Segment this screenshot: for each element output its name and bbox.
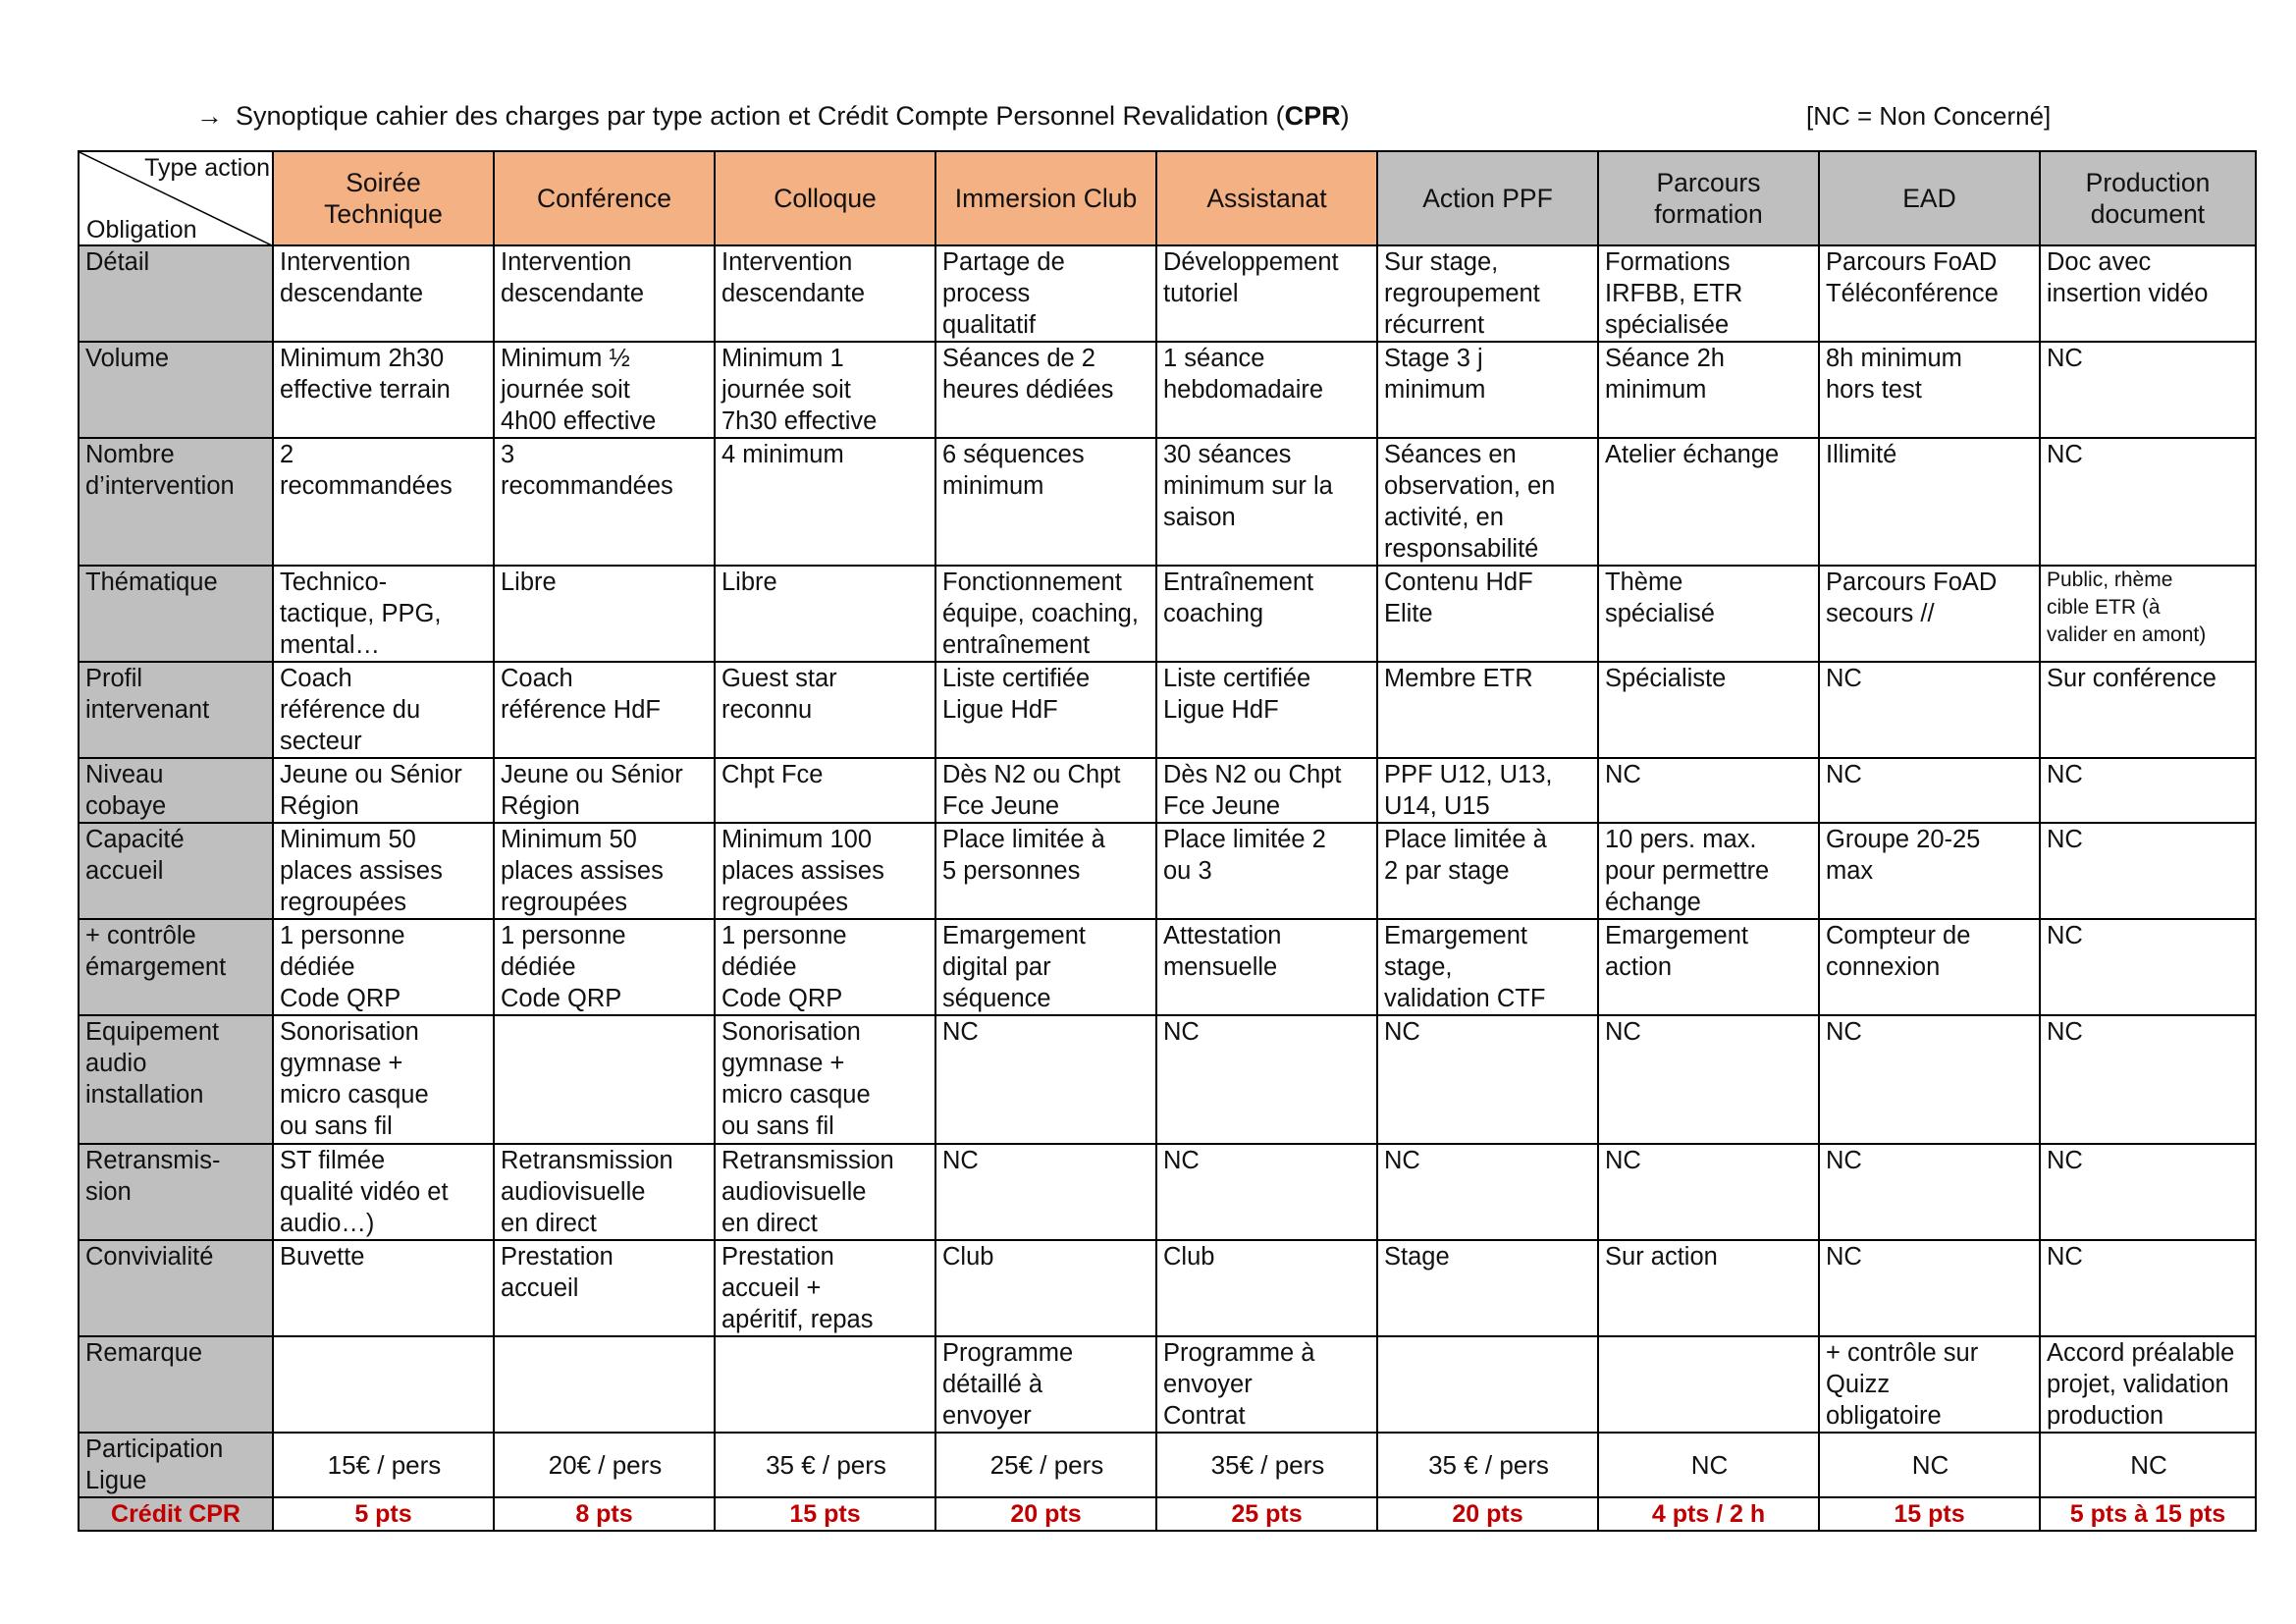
- table-cell: [494, 1015, 715, 1144]
- table-cell: Partage de process qualitatif: [935, 245, 1156, 342]
- table-cell: ST filmée qualité vidéo et audio…): [273, 1144, 494, 1240]
- table-cell: Attestation mensuelle: [1156, 919, 1377, 1015]
- table-cell: Liste certifiée Ligue HdF: [1156, 662, 1377, 758]
- table-cell: Minimum 50 places assises regroupées: [494, 823, 715, 919]
- participation-cell: NC: [1598, 1433, 1819, 1497]
- row-label: + contrôle émargement: [79, 919, 273, 1015]
- table-cell: Minimum 100 places assises regroupées: [715, 823, 935, 919]
- document-title: [196, 94, 2160, 137]
- table-cell: NC: [935, 1015, 1156, 1144]
- participation-cell: 35 € / pers: [1377, 1433, 1598, 1497]
- table-cell: Parcours FoAD Téléconférence: [1819, 245, 2040, 342]
- row-label: Capacité accueil: [79, 823, 273, 919]
- participation-cell: NC: [1819, 1433, 2040, 1497]
- row-label: Profil intervenant: [79, 662, 273, 758]
- table-cell: 3 recommandées: [494, 438, 715, 566]
- table-row: [79, 1144, 2256, 1240]
- participation-cell: 20€ / pers: [494, 1433, 715, 1497]
- title-close: ): [1340, 101, 1350, 131]
- table-cell: Sur stage, regroupement récurrent: [1377, 245, 1598, 342]
- title-text: Synoptique cahier des charges par type action et Crédit Compte Personnel Revalidation (: [236, 101, 1285, 131]
- table-cell: 1 personne dédiée Code QRP: [715, 919, 935, 1015]
- participation-cell: 25€ / pers: [935, 1433, 1156, 1497]
- table-cell: Parcours FoAD secours //: [1819, 566, 2040, 662]
- credit-cell: 4 pts / 2 h: [1598, 1497, 1819, 1531]
- row-label: [79, 1497, 273, 1531]
- table-cell: NC: [1598, 758, 1819, 823]
- column-header-conference: Conférence: [494, 151, 715, 245]
- table-cell: Emargement digital par séquence: [935, 919, 1156, 1015]
- table-cell: [1598, 1336, 1819, 1433]
- table-cell: Libre: [715, 566, 935, 662]
- table-cell: 4 minimum: [715, 438, 935, 566]
- table-cell: PPF U12, U13, U14, U15: [1377, 758, 1598, 823]
- table-row: [79, 566, 2256, 662]
- table-cell: Public, rhème cible ETR (à valider en amont): [2040, 566, 2256, 662]
- table-header-row: [79, 151, 2256, 245]
- table-cell: Intervention descendante: [494, 245, 715, 342]
- row-label: Détail: [79, 245, 273, 342]
- table-cell: Liste certifiée Ligue HdF: [935, 662, 1156, 758]
- table-cell: NC: [1377, 1144, 1598, 1240]
- credit-cell: 5 pts à 15 pts: [2040, 1497, 2256, 1531]
- table-cell: Séances de 2 heures dédiées: [935, 342, 1156, 438]
- table-row: [79, 438, 2256, 566]
- table-cell: Retransmission audiovisuelle en direct: [494, 1144, 715, 1240]
- credit-cpr-row: [79, 1497, 2256, 1531]
- participation-cell: 15€ / pers: [273, 1433, 494, 1497]
- table-cell: Coach référence du secteur: [273, 662, 494, 758]
- table-cell: Intervention descendante: [273, 245, 494, 342]
- table-cell: Intervention descendante: [715, 245, 935, 342]
- table-cell: Prestation accueil + apéritif, repas: [715, 1240, 935, 1336]
- table-cell: Place limitée à 5 personnes: [935, 823, 1156, 919]
- table-cell: Emargement action: [1598, 919, 1819, 1015]
- credit-cell: 15 pts: [715, 1497, 935, 1531]
- synoptic-table: [78, 150, 2257, 1532]
- table-row: [79, 342, 2256, 438]
- table-cell: Sur conférence: [2040, 662, 2256, 758]
- row-label: Thématique: [79, 566, 273, 662]
- table-row: [79, 919, 2256, 1015]
- table-cell: NC: [1598, 1144, 1819, 1240]
- credit-cell: 20 pts: [1377, 1497, 1598, 1531]
- table-row: [79, 823, 2256, 919]
- table-cell: Retransmission audiovisuelle en direct: [715, 1144, 935, 1240]
- table-cell: Sonorisation gymnase + micro casque ou sans fil: [715, 1015, 935, 1144]
- row-label: Participation Ligue: [79, 1433, 273, 1497]
- column-header-immersion-club: Immersion Club: [935, 151, 1156, 245]
- column-header-production-document: Production document: [2040, 151, 2256, 245]
- table-cell: NC: [2040, 919, 2256, 1015]
- table-cell: Groupe 20-25 max: [1819, 823, 2040, 919]
- table-cell: NC: [2040, 1144, 2256, 1240]
- table-cell: 1 personne dédiée Code QRP: [273, 919, 494, 1015]
- table-cell: Place limitée à 2 par stage: [1377, 823, 1598, 919]
- table-cell: Illimité: [1819, 438, 2040, 566]
- row-label: Remarque: [79, 1336, 273, 1433]
- table-cell: Stage: [1377, 1240, 1598, 1336]
- table-cell: NC: [1819, 1144, 2040, 1240]
- table-cell: 8h minimum hors test: [1819, 342, 2040, 438]
- table-cell: Formations IRFBB, ETR spécialisée: [1598, 245, 1819, 342]
- table-cell: NC: [1819, 1240, 2040, 1336]
- arrow-right-icon: →: [196, 101, 223, 131]
- column-header-colloque: Colloque: [715, 151, 935, 245]
- table-cell: NC: [2040, 438, 2256, 566]
- table-cell: Thème spécialisé: [1598, 566, 1819, 662]
- participation-row: [79, 1433, 2256, 1497]
- table-cell: Technico- tactique, PPG, mental…: [273, 566, 494, 662]
- table-cell: NC: [2040, 1015, 2256, 1144]
- row-label: Retransmis- sion: [79, 1144, 273, 1240]
- table-row: [79, 758, 2256, 823]
- table-cell: 6 séquences minimum: [935, 438, 1156, 566]
- table-cell: NC: [2040, 342, 2256, 438]
- row-label: Convivialité: [79, 1240, 273, 1336]
- table-cell: Libre: [494, 566, 715, 662]
- table-cell: Prestation accueil: [494, 1240, 715, 1336]
- table-cell: Minimum 1 journée soit 7h30 effective: [715, 342, 935, 438]
- credit-cell: 25 pts: [1156, 1497, 1377, 1531]
- table-cell: NC: [1156, 1015, 1377, 1144]
- table-cell: [1377, 1336, 1598, 1433]
- table-cell: NC: [1377, 1015, 1598, 1144]
- table-row: [79, 245, 2256, 342]
- table-cell: [273, 1336, 494, 1433]
- table-cell: Place limitée 2 ou 3: [1156, 823, 1377, 919]
- table-cell: Fonctionnement équipe, coaching, entraînement: [935, 566, 1156, 662]
- table-cell: Minimum ½ journée soit 4h00 effective: [494, 342, 715, 438]
- table-cell: Spécialiste: [1598, 662, 1819, 758]
- table-cell: 10 pers. max. pour permettre échange: [1598, 823, 1819, 919]
- participation-cell: NC: [2040, 1433, 2256, 1497]
- table-cell: Jeune ou Sénior Région: [273, 758, 494, 823]
- table-cell: NC: [1819, 662, 2040, 758]
- table-cell: Accord préalable projet, validation production: [2040, 1336, 2256, 1433]
- table-cell: Contenu HdF Elite: [1377, 566, 1598, 662]
- table-cell: Doc avec insertion vidéo: [2040, 245, 2256, 342]
- credit-cell: 15 pts: [1819, 1497, 2040, 1531]
- table-cell: NC: [1156, 1144, 1377, 1240]
- table-row: [79, 1336, 2256, 1433]
- table-cell: NC: [935, 1144, 1156, 1240]
- table-cell: NC: [1819, 1015, 2040, 1144]
- credit-cell: 8 pts: [494, 1497, 715, 1531]
- table-cell: NC: [2040, 1240, 2256, 1336]
- title-abbreviation: CPR: [1284, 101, 1341, 131]
- table-cell: Séances en observation, en activité, en responsabilité: [1377, 438, 1598, 566]
- column-header-soiree-technique: Soirée Technique: [273, 151, 494, 245]
- table-cell: NC: [2040, 823, 2256, 919]
- table-cell: 1 personne dédiée Code QRP: [494, 919, 715, 1015]
- column-header-parcours-formation: Parcours formation: [1598, 151, 1819, 245]
- table-cell: Sonorisation gymnase + micro casque ou sans fil: [273, 1015, 494, 1144]
- nc-legend-note: [NC = Non Concerné]: [1806, 101, 2052, 131]
- corner-obligation-label: Obligation: [86, 216, 197, 244]
- column-header-ead: EAD: [1819, 151, 2040, 245]
- table-cell: NC: [1598, 1015, 1819, 1144]
- table-cell: Minimum 50 places assises regroupées: [273, 823, 494, 919]
- table-row: [79, 1240, 2256, 1336]
- table-cell: Entraînement coaching: [1156, 566, 1377, 662]
- corner-type-action-label: Type action: [144, 154, 270, 182]
- table-cell: Membre ETR: [1377, 662, 1598, 758]
- credit-cpr-label: Crédit CPR: [111, 1500, 240, 1528]
- table-cell: + contrôle sur Quizz obligatoire: [1819, 1336, 2040, 1433]
- table-cell: 2 recommandées: [273, 438, 494, 566]
- table-cell: NC: [1819, 758, 2040, 823]
- row-label: Equipement audio installation: [79, 1015, 273, 1144]
- participation-cell: 35€ / pers: [1156, 1433, 1377, 1497]
- table-cell: Buvette: [273, 1240, 494, 1336]
- row-label: Niveau cobaye: [79, 758, 273, 823]
- credit-cell: 5 pts: [273, 1497, 494, 1531]
- table-cell: Atelier échange: [1598, 438, 1819, 566]
- table-cell: Programme à envoyer Contrat: [1156, 1336, 1377, 1433]
- table-cell: Sur action: [1598, 1240, 1819, 1336]
- table-cell: Jeune ou Sénior Région: [494, 758, 715, 823]
- table-cell: Dès N2 ou Chpt Fce Jeune: [935, 758, 1156, 823]
- table-cell: Stage 3 j minimum: [1377, 342, 1598, 438]
- table-cell: Chpt Fce: [715, 758, 935, 823]
- table-cell: [494, 1336, 715, 1433]
- table-cell: Club: [1156, 1240, 1377, 1336]
- table-cell: 30 séances minimum sur la saison: [1156, 438, 1377, 566]
- table-cell: Club: [935, 1240, 1156, 1336]
- credit-cell: 20 pts: [935, 1497, 1156, 1531]
- table-cell: Coach référence HdF: [494, 662, 715, 758]
- column-header-action-ppf: Action PPF: [1377, 151, 1598, 245]
- table-cell: 1 séance hebdomadaire: [1156, 342, 1377, 438]
- table-cell: NC: [2040, 758, 2256, 823]
- table-cell: Minimum 2h30 effective terrain: [273, 342, 494, 438]
- table-cell: Développement tutoriel: [1156, 245, 1377, 342]
- table-cell: Guest star reconnu: [715, 662, 935, 758]
- participation-cell: 35 € / pers: [715, 1433, 935, 1497]
- table-cell: Programme détaillé à envoyer: [935, 1336, 1156, 1433]
- table-cell: Compteur de connexion: [1819, 919, 2040, 1015]
- table-cell: Séance 2h minimum: [1598, 342, 1819, 438]
- table-row: [79, 1015, 2256, 1144]
- corner-header-cell: [79, 151, 273, 245]
- row-label: Volume: [79, 342, 273, 438]
- row-label: Nombre d’intervention: [79, 438, 273, 566]
- table-cell: Emargement stage, validation CTF: [1377, 919, 1598, 1015]
- table-row: [79, 662, 2256, 758]
- table-cell: [715, 1336, 935, 1433]
- table-cell: Dès N2 ou Chpt Fce Jeune: [1156, 758, 1377, 823]
- column-header-assistanat: Assistanat: [1156, 151, 1377, 245]
